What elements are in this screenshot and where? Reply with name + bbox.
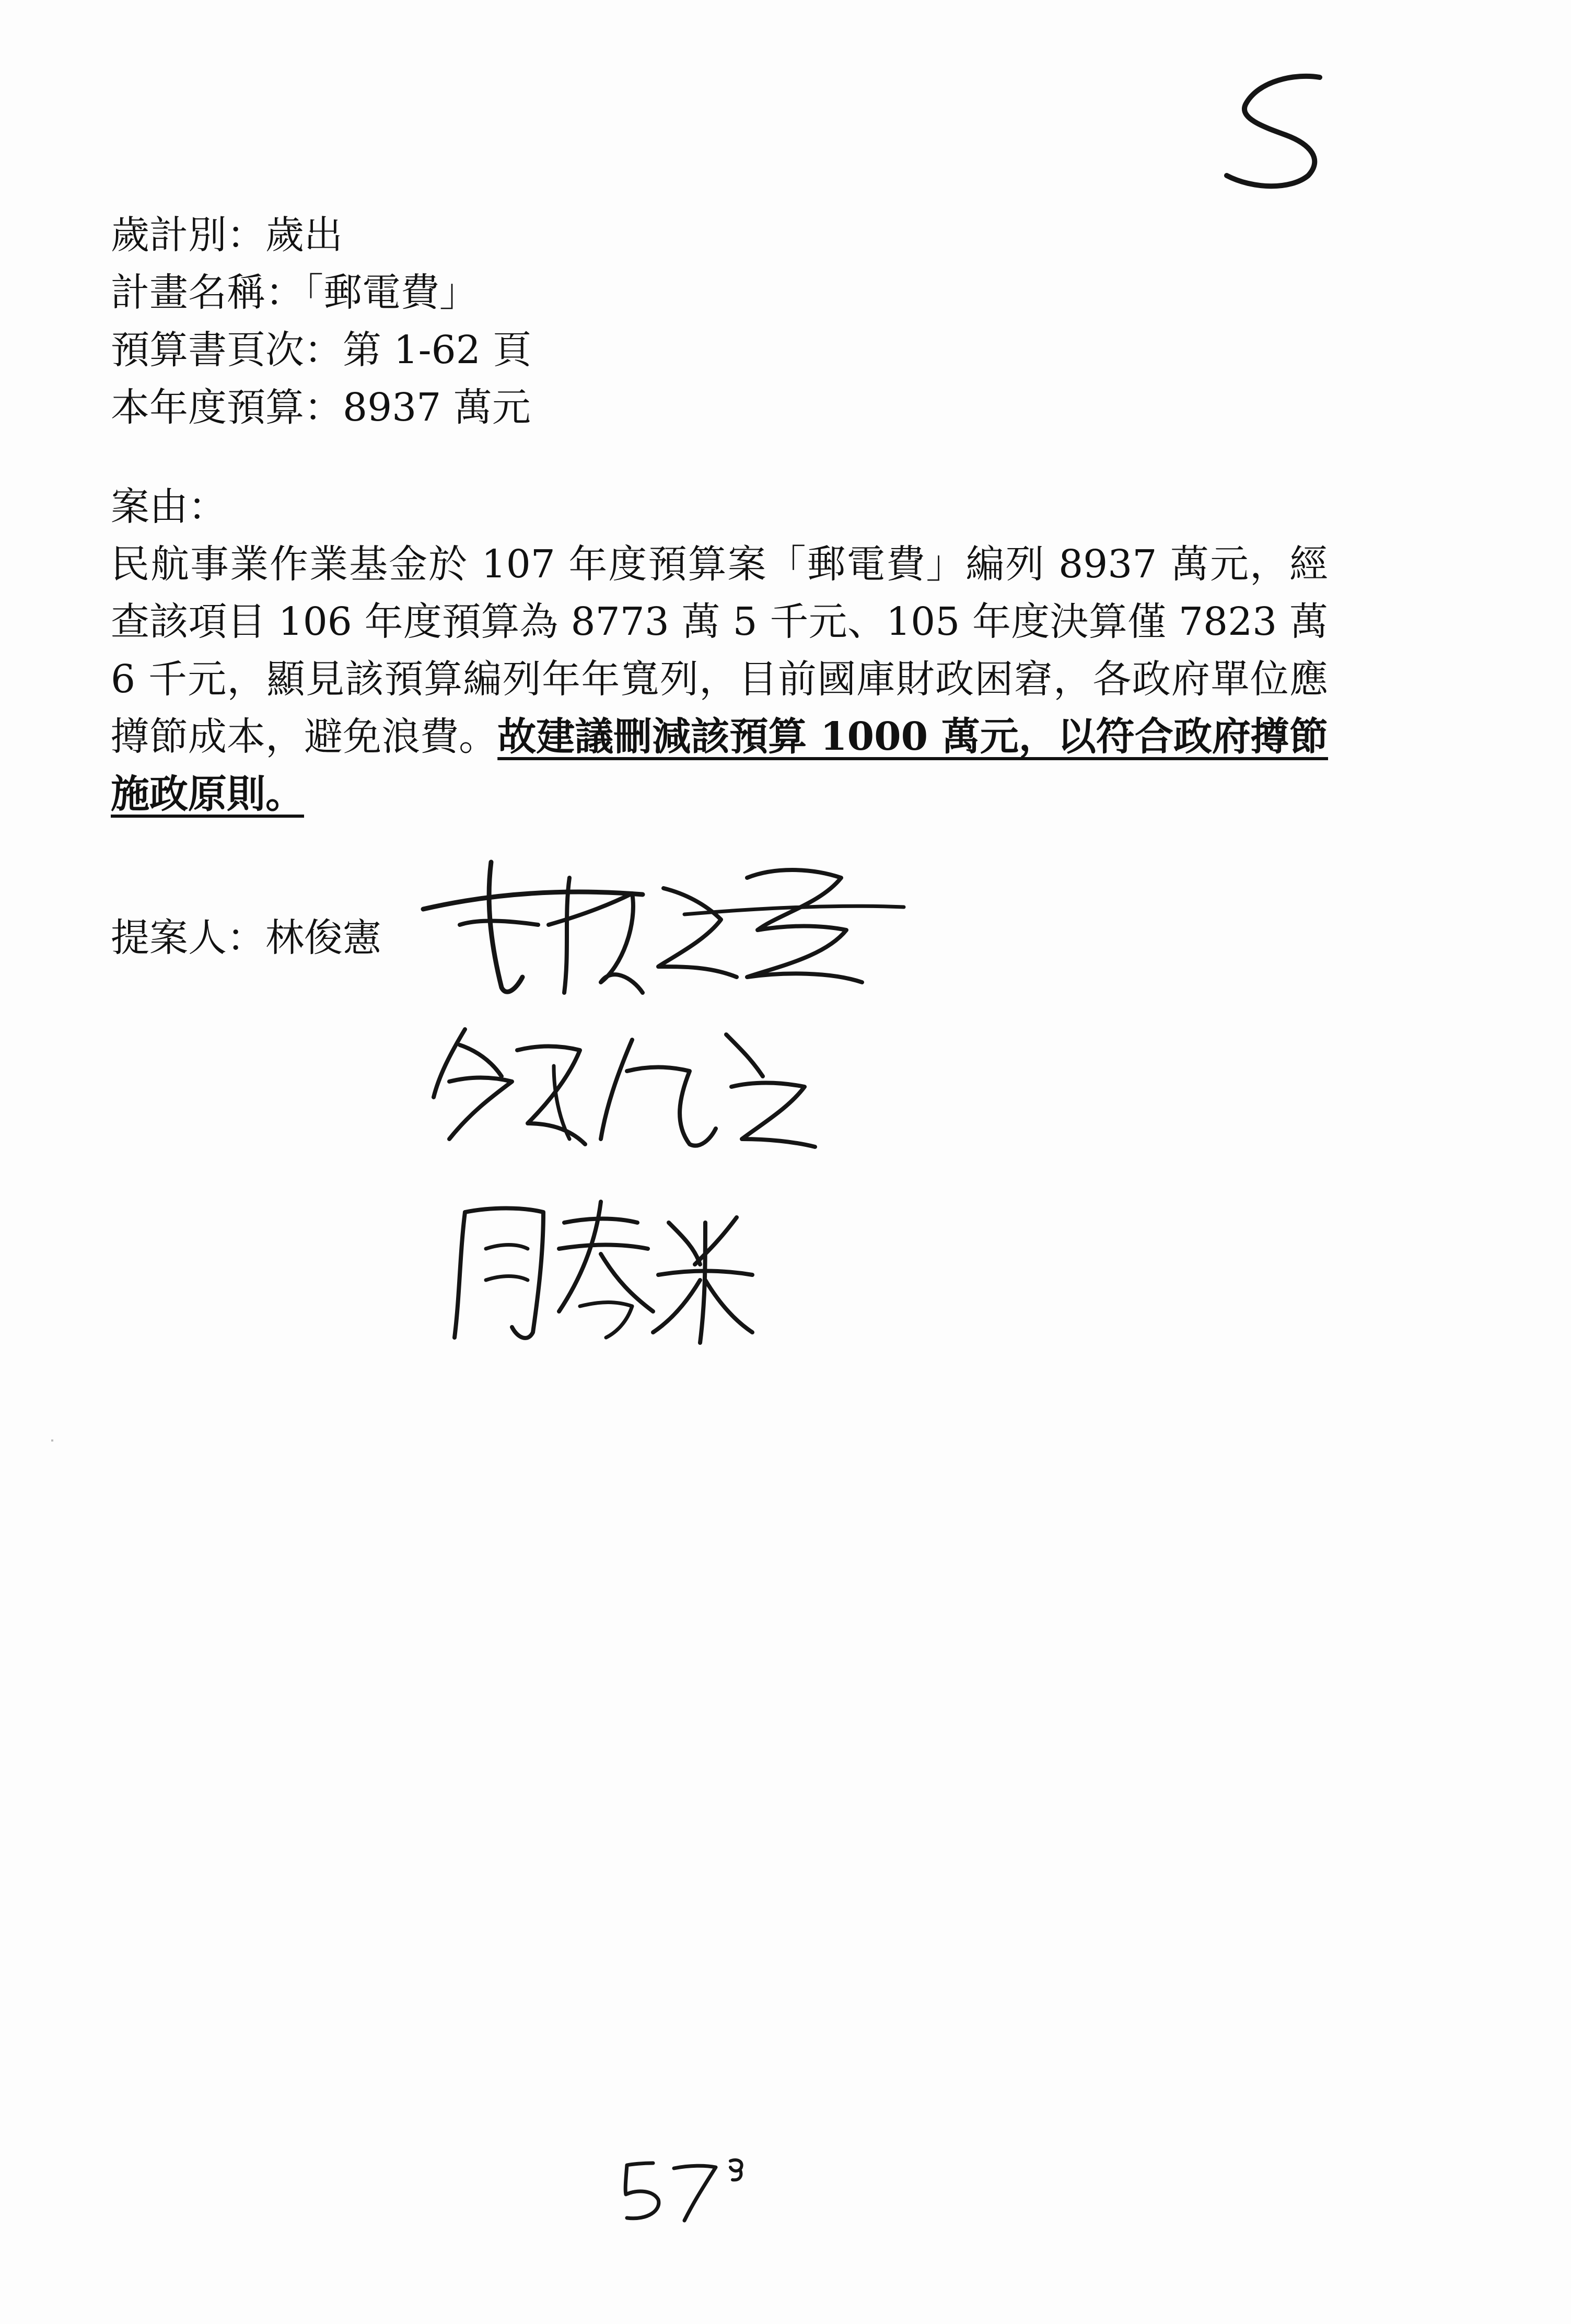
handwritten-signature-1 [413, 846, 914, 1003]
handwritten-signature-3 [444, 1191, 758, 1348]
reason-label: 案由： [111, 484, 227, 529]
proposer-label: 提案人：林俊憲 [111, 915, 381, 960]
handwritten-page-mark [1217, 68, 1337, 193]
reason-text: 民航事業作業基金於 107 年度預算案「郵電費」編列 8937 萬元，經查該項目 106 年度預算為 8773 萬 5 千元、105 年度決算僅 7823 萬 6 千元，顯見該預算編列年年寬列，目前國庫財政困窘，各政府單位應撙節成本，避免浪費。 [111, 542, 1328, 759]
budget-page-reference: 預算書頁次：第 1-62 頁 [111, 328, 532, 373]
budget-metadata [111, 206, 531, 436]
handwritten-signature-2 [428, 1019, 825, 1155]
program-name: 計畫名稱：「郵電費」 [111, 270, 478, 315]
handwritten-folio-number [616, 2142, 752, 2226]
reason-emphasis: 故建議刪減該預算 1000 萬元，以符合政府撙節施政原則。 [111, 714, 1329, 817]
proposal-reason [111, 478, 1328, 823]
scan-speck [51, 1439, 53, 1442]
fiscal-category: 歲計別：歲出 [111, 213, 343, 258]
reason-body [111, 536, 1328, 823]
annual-budget-amount: 本年度預算：8937 萬元 [111, 385, 531, 430]
